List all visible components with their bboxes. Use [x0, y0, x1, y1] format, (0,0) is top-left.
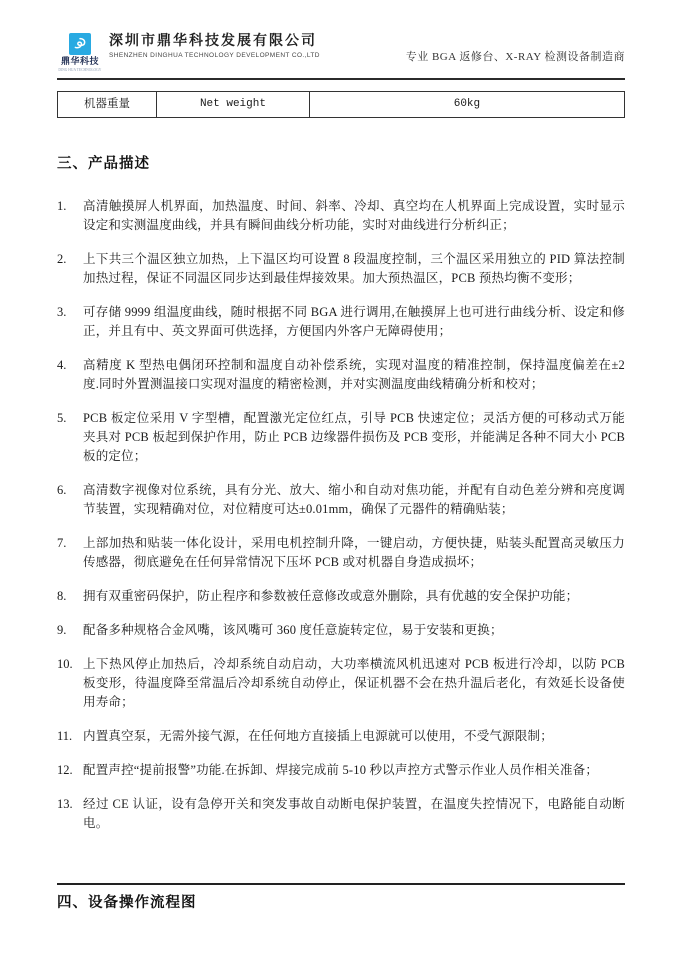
list-item: [57, 761, 625, 780]
logo-brand-subtext: DING HUA TECHNOLOGY: [58, 67, 102, 72]
section3-heading: 三、产品描述: [57, 156, 150, 172]
list-item: [57, 409, 625, 466]
list-item-number: 13.: [57, 797, 73, 811]
list-item-text: 上下共三个温区独立加热，上下温区均可设置 8 段温度控制，三个温区采用独立的 PID 算法控制加热过程，保证不同温区同步达到最佳焊接效果。加大预热温区，PCB 预热均衡不变形；: [83, 252, 625, 285]
page-header: [57, 0, 625, 80]
list-item-text: 配备多种规格合金风嘴，该风嘴可 360 度任意旋转定位，易于安装和更换；: [83, 623, 503, 637]
list-item-text: 高清触摸屏人机界面，加热温度、时间、斜率、冷却、真空均在人机界面上完成设置，实时显示设定和实测温度曲线，并具有瞬间曲线分析功能，实时对曲线进行分析纠正；: [83, 199, 625, 232]
spec-label-en: Net weight: [157, 92, 310, 117]
list-item: [57, 197, 625, 235]
list-item-text: PCB 板定位采用 V 字型槽，配置激光定位红点，引导 PCB 快速定位；灵活方便的可移动式万能夹具对 PCB 板起到保护作用，防止 PCB 边缘器件损伤及 PCB 变形，并能满足各种不同大小 PCB 板的定位；: [83, 411, 625, 463]
list-item-text: 上部加热和贴装一体化设计，采用电机控制升降，一键启动，方便快捷，贴装头配置高灵敏压力传感器，彻底避免在任何异常情况下压坏 PCB 或对机器自身造成损坏；: [83, 536, 625, 569]
list-item: [57, 727, 625, 746]
list-item-number: 2.: [57, 252, 67, 266]
dinghua-logo-icon: [69, 33, 91, 55]
list-item: [57, 587, 625, 606]
list-item: [57, 303, 625, 341]
list-item-text: 可存储 9999 组温度曲线，随时根据不同 BGA 进行调用,在触摸屏上也可进行曲线分析、设定和修正，并且有中、英文界面可供选择，方便国内外客户无障碍使用；: [83, 305, 625, 338]
list-item-number: 1.: [57, 199, 67, 213]
section4-heading: 四、设备操作流程图: [57, 895, 197, 911]
spec-value: 60kg: [453, 98, 481, 110]
header-tagline: 专业 BGA 返修台、X-RAY 检测设备制造商: [405, 51, 625, 63]
company-names: [109, 33, 320, 61]
list-item: [57, 655, 625, 712]
company-brand: [57, 33, 320, 72]
company-logo: [57, 33, 103, 72]
list-item-text: 内置真空泵，无需外接气源，在任何地方直接插上电源就可以使用，不受气源限制；: [83, 729, 553, 743]
list-item-text: 高清数字视像对位系统，具有分光、放大、缩小和自动对焦功能，并配有自动色差分辨和亮度调节装置，实现精确对位，对位精度可达±0.01mm，确保了元器件的精确贴装；: [83, 483, 625, 516]
spec-label-cn: 机器重量: [58, 92, 157, 117]
spec-table: [57, 91, 625, 118]
list-item-number: 6.: [57, 483, 67, 497]
list-item: [57, 250, 625, 288]
list-item-number: 8.: [57, 589, 67, 603]
list-item-text: 配置声控“提前报警”功能.在拆卸、焊接完成前 5-10 秒以声控方式警示作业人员作相关准备；: [83, 763, 599, 777]
list-item-number: 12.: [57, 763, 73, 777]
product-description-list: [57, 197, 625, 833]
list-item: [57, 621, 625, 640]
list-item: [57, 795, 625, 833]
company-name-chinese: 深圳市鼎华科技发展有限公司: [109, 34, 317, 49]
list-item-number: 10.: [57, 657, 73, 671]
list-item: [57, 534, 625, 572]
list-item-text: 经过 CE 认证，设有急停开关和突发事故自动断电保护装置，在温度失控情况下，电路能自动断电。: [83, 797, 625, 830]
list-item: [57, 481, 625, 519]
list-item-number: 9.: [57, 623, 67, 637]
list-item-text: 拥有双重密码保护，防止程序和参数被任意修改或意外删除，具有优越的安全保护功能；: [83, 589, 579, 603]
footer-divider: [57, 883, 625, 885]
logo-brand-text: 鼎华科技: [60, 56, 99, 66]
list-item-number: 3.: [57, 305, 67, 319]
list-item-number: 4.: [57, 358, 67, 372]
list-item-number: 5.: [57, 411, 67, 425]
list-item-text: 高精度 K 型热电偶闭环控制和温度自动补偿系统，实现对温度的精准控制，保持温度偏差在±2 度.同时外置测温接口实现对温度的精密检测，并对实测温度曲线精确分析和校对；: [83, 358, 625, 391]
list-item: [57, 356, 625, 394]
list-item-text: 上下热风停止加热后，冷却系统自动启动，大功率横流风机迅速对 PCB 板进行冷却，以防 PCB 板变形，待温度降至常温后冷却系统自动停止，保证机器不会在热升温后老化，有效延长设备使用寿命；: [83, 657, 625, 709]
company-name-english: SHENZHEN DINGHUA TECHNOLOGY DEVELOPMENT CO.,LTD: [109, 52, 320, 59]
list-item-number: 11.: [57, 729, 73, 743]
list-item-number: 7.: [57, 536, 67, 550]
